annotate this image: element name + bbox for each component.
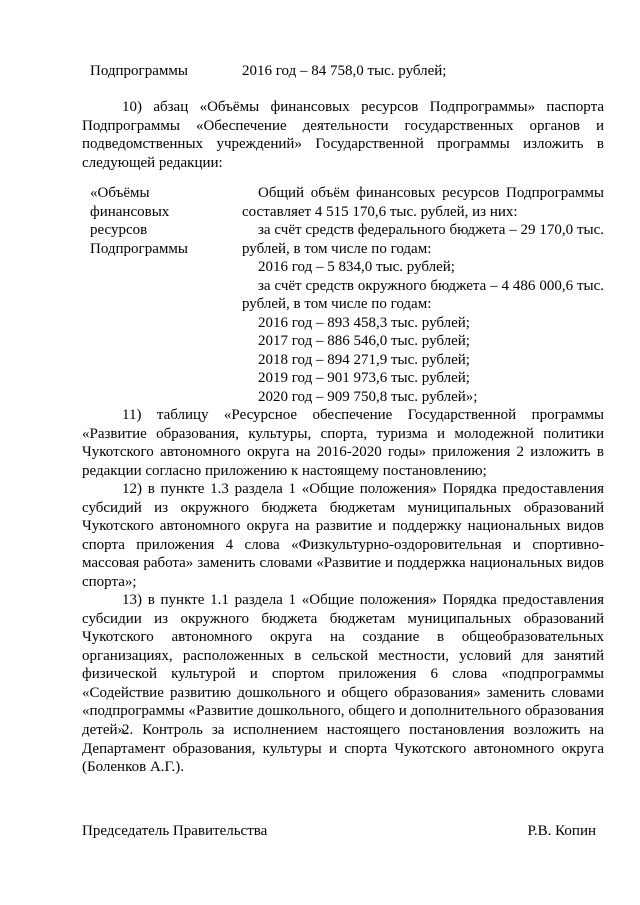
resources-line: 2016 год – 5 834,0 тыс. рублей; [258, 259, 455, 275]
resources-line: 2020 год – 909 750,8 тыс. рублей»; [258, 388, 478, 405]
resources-line: составляет 4 515 170,6 тыс. рублей, из них: [242, 203, 518, 220]
resources-label-line: Подпрограммы [90, 240, 188, 257]
resources-block [90, 184, 604, 406]
resources-line: рублей, в том числе по годам: [242, 296, 432, 312]
signature-row [82, 822, 604, 841]
resources-line: 2019 год – 901 973,6 тыс. рублей; [258, 370, 470, 386]
resources-line: Общий объём финансовых ресурсов Подпрограммы [258, 185, 604, 201]
top-row [90, 62, 446, 81]
paragraph-13: 13) в пункте 1.1 раздела 1 «Общие положения» Порядка предоставления субсидии из окружного бюджета бюджетам муниципальных образований Чукотского автономного округа на создание в общеобразовательных организациях, расположенных в сельской местности, условий для занятий физической культурой и спортом приложения 6 слова «подпрограммы «Содействие развитию дошкольного и общего образования» заменить словами «подпрограммы «Развитие дошкольного, общего и дополнительного образования детей». [82, 592, 604, 738]
paragraph-10: 10) абзац «Объёмы финансовых ресурсов Подпрограммы» паспорта Подпрограммы «Обеспечение деятельности государственных органов и подведомственных учреждений» Государственной программы изложить в следующей редакции: [82, 99, 604, 171]
resources-label [90, 184, 242, 406]
top-row-value: 2016 год – 84 758,0 тыс. рублей; [242, 63, 447, 79]
paragraph-2: 2. Контроль за исполнением настоящего постановления возложить на Департамент образования, культуры и спорта Чукотского автономного округа (Боленков А.Г.). [82, 722, 604, 775]
resources-label-line: финансовых [90, 203, 170, 220]
paragraph-12: 12) в пункте 1.3 раздела 1 «Общие положения» Порядка предоставления субсидий из окружного бюджета бюджетам муниципальных образований Чукотского автономного округа на развитие и поддержку национальных видов спорта приложения 4 слова «Физкультурно-оздоровительная и спортивно-массовая работа» заменить словами «Развитие и поддержка национальных видов спорта»; [82, 481, 604, 590]
resources-line: 2016 год – 893 458,3 тыс. рублей; [258, 314, 470, 331]
signature-position: Председатель Правительства [82, 823, 268, 839]
resources-line: рублей, в том числе по годам: [242, 240, 432, 257]
signature-name: Р.В. Копин [527, 823, 596, 839]
resources-values [242, 184, 604, 406]
resources-line: 2018 год – 894 271,9 тыс. рублей; [258, 351, 470, 368]
paragraph-11: 11) таблицу «Ресурсное обеспечение Государственной программы «Развитие образования, культуры, спорта, туризма и молодежной политики Чукотского автономного округа на 2016-2020 годы» приложения 2 изложить в редакции согласно приложению к настоящему постановлению; [82, 407, 604, 479]
resources-label-line: ресурсов [90, 222, 148, 238]
resources-label-line: «Объёмы [90, 185, 150, 201]
resources-line: за счёт средств окружного бюджета – 4 486 000,6 тыс. [258, 277, 604, 294]
resources-line: 2017 год – 886 546,0 тыс. рублей; [258, 333, 470, 349]
top-row-label: Подпрограммы [90, 63, 188, 79]
resources-line: за счёт средств федерального бюджета – 29 170,0 тыс. [258, 222, 604, 238]
